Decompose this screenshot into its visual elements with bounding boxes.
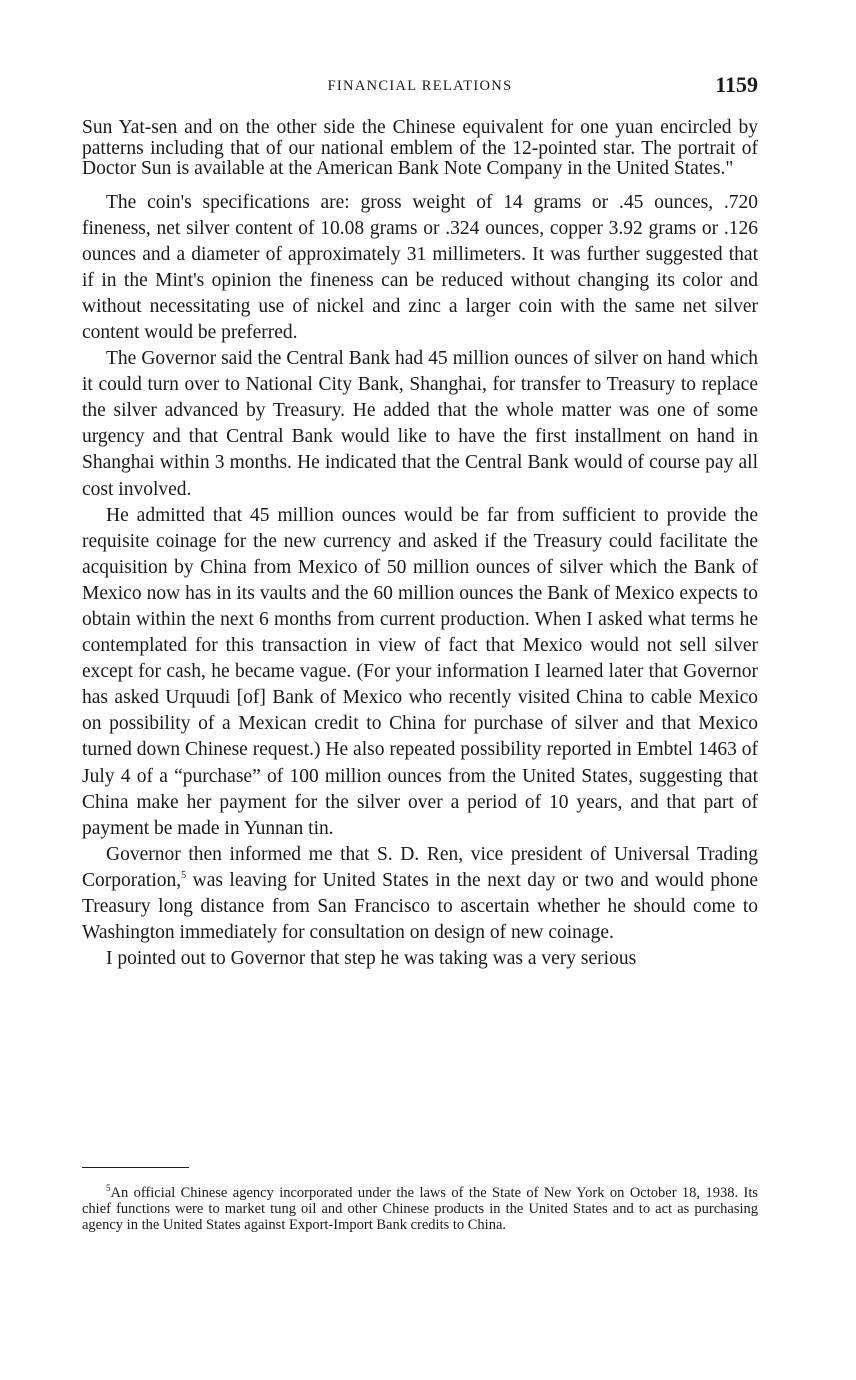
footnote — [82, 1183, 758, 1233]
footnote-reference: 5 — [181, 869, 187, 881]
footnote-marker: 5 — [106, 1183, 111, 1193]
paragraph-4: He admitted that 45 million ounces would be far from sufficient to provide the requisite coinage for the new currency and asked if the Treasury could facilitate the acquisition by China from Mexico of 50 million ounces of silver which the Bank of Mexico now has in its vaults and the 60 million ounces the Bank of Mexico expects to obtain within the next 6 months from current production. When I asked what terms he contemplated for this transaction in view of fact that Mexico would not sell silver except for cash, he became vague. (For your information I learned later that Governor has asked Urquudi [of] Bank of Mexico who recently visited China to cable Mexico on possibility of a Mexican credit to China for purchase of silver and that Mexico turned down Chinese request.) He also repeated possibility reported in Embtel 1463 of July 4 of a “purchase” of 100 million ounces from the United States, suggesting that China make her payment for the silver over a period of 10 years, and that part of payment be made in Yunnan tin. — [82, 504, 758, 839]
running-title: FINANCIAL RELATIONS — [327, 78, 513, 94]
footnote-text: An official Chinese agency incorporated under the laws of the State of New York on October 18, 1938. Its chief functions were to market tung oil and other Chinese products in the United States and to act as purchasing agency in the United States against Export-Import Bank credits to China. — [82, 1185, 758, 1233]
paragraph-5-text-a: Governor then informed me that S. D. Ren, vice president of Universal Trading Corporation, — [82, 843, 758, 891]
paragraph-5 — [82, 842, 758, 946]
paragraph-6: I pointed out to Governor that step he was taking was a very serious — [106, 948, 637, 970]
page-number: 1159 — [715, 72, 758, 97]
body-text — [82, 118, 758, 972]
paragraph-2: The coin's specifications are: gross weight of 14 grams or .45 ounces, .720 fineness, net silver content of 10.08 grams or .324 ounces, copper 3.92 grams or .126 ounces and a diameter of approximately 31 millimeters. It was further suggested that if in the Mint's opinion the fineness can be reduced without changing its color and without necessitating use of nickel and zinc a larger coin with the same net silver content would be preferred. — [82, 191, 758, 343]
running-header — [82, 72, 758, 102]
paragraph-5-text-b: was leaving for United States in the next day or two and would phone Treasury long distance from San Francisco to ascertain whether he should come to Washington immediately for consultation on design of new coinage. — [82, 869, 758, 944]
paragraph-1: Sun Yat-sen and on the other side the Chinese equivalent for one yuan encircled by patterns including that of our national emblem of the 12-pointed star. The portrait of Doctor Sun is available at the American Bank Note Company in the United States." — [82, 117, 758, 179]
paragraph-3: The Governor said the Central Bank had 45 million ounces of silver on hand which it could turn over to National City Bank, Shanghai, for transfer to Treasury to replace the silver advanced by Treasury. He added that the whole matter was one of some urgency and that Central Bank would like to have the first installment on hand in Shanghai within 3 months. He indicated that the Central Bank would of course pay all cost involved. — [82, 348, 758, 500]
footnote-divider — [82, 1167, 189, 1168]
